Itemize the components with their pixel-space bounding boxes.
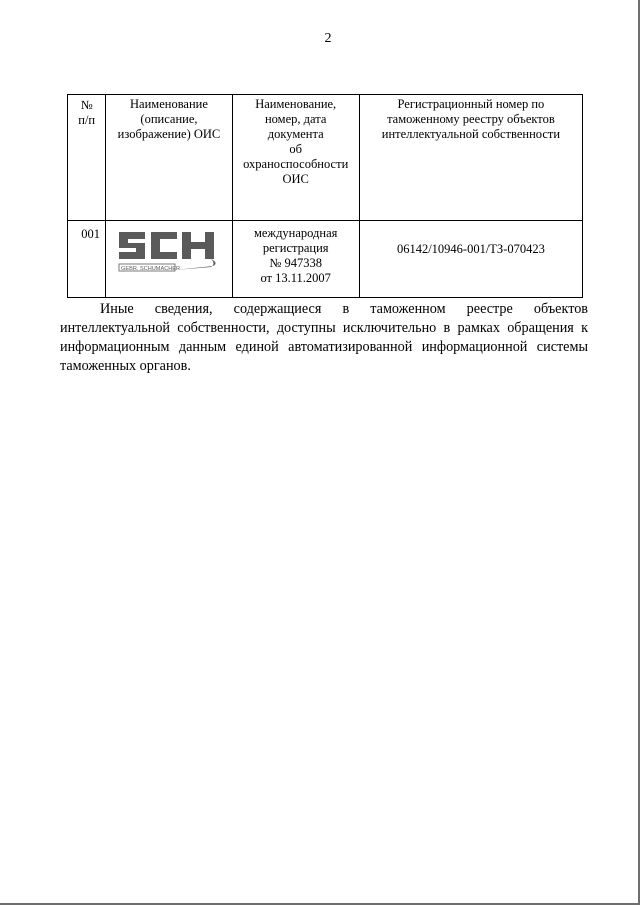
- header-num: № п/п: [68, 95, 106, 221]
- page-number: 2: [324, 31, 332, 46]
- table-row: [68, 221, 583, 298]
- header-doc: Наименование, номер, дата документа об охраноспособности ОИС: [232, 95, 359, 221]
- row-num: 001: [68, 221, 106, 298]
- header-name: Наименование (описание, изображение) ОИС: [106, 95, 232, 221]
- row-doc: международная регистрация № 947338 от 13.11.2007: [232, 221, 359, 298]
- logo-subtext: GEBR. SCHUMACHER: [120, 266, 181, 272]
- body-paragraph: Иные сведения, содержащиеся в таможенном реестре объектов интеллектуальной собственности, доступны исключительно в рамках обращения к информационным данным единой автоматизированной информационной системы таможенных органов.: [60, 301, 588, 374]
- trademark-logo-cell: [106, 221, 232, 298]
- sch-logo-image: [115, 226, 223, 274]
- header-reg: Регистрационный номер по таможенному реестру объектов интеллектуальной собственности: [359, 95, 582, 221]
- table-header-row: [68, 95, 583, 221]
- row-reg-number: 06142/10946-001/ТЗ-070423: [359, 221, 582, 298]
- registry-table: [67, 94, 583, 298]
